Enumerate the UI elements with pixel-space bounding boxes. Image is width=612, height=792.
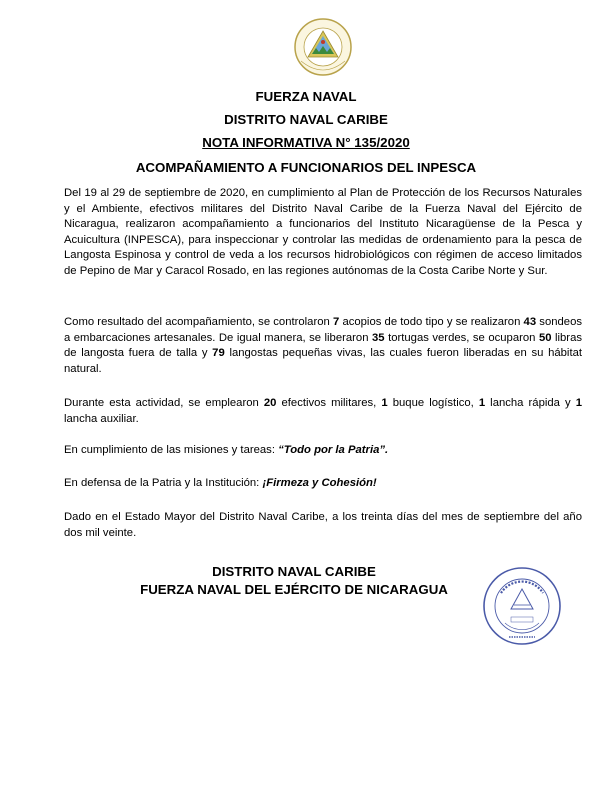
count-libras: 50 (538, 331, 552, 344)
count-lancha-rapida: 1 (478, 397, 486, 409)
coat-of-arms-emblem (293, 17, 353, 83)
count-langostas: 79 (212, 347, 225, 359)
paragraph-defense: En defensa de la Patria y la Institución: ¡Firmeza y Cohesión! (64, 477, 377, 489)
header-distrito: DISTRITO NAVAL CARIBE (224, 112, 388, 127)
count-lancha-auxiliar: 1 (575, 397, 582, 409)
paragraph-closing: Dado en el Estado Mayor del Distrito Naval Caribe, a los treinta días del mes de septiembre del año dos mil veinte. (64, 511, 582, 539)
signature-distrito: DISTRITO NAVAL CARIBE (212, 564, 376, 579)
motto-firmeza: ¡Firmeza y Cohesión! (262, 477, 377, 489)
count-buque: 1 (381, 397, 388, 409)
paragraph-results: Como resultado del acompañamiento, se controlaron 7 acopios de todo tipo y se realizaron 43 sondeos a embarcaciones artesanales. De igual manera, se liberaron 35 tortugas verdes, se ocuparon 50 libras de langosta fuera de talla y 79 langostas pequeñas vivas, las cuales fueron liberadas en su hábitat natural. (64, 316, 583, 375)
count-acopios: 7 (332, 316, 340, 328)
official-stamp (481, 565, 563, 647)
count-tortugas: 35 (372, 331, 385, 344)
document-title: ACOMPAÑAMIENTO A FUNCIONARIOS DEL INPESCA (135, 160, 477, 175)
header-nota-informativa: NOTA INFORMATIVA N° 135/2020 (202, 135, 410, 150)
motto-patria: “Todo por la Patria”. (278, 444, 389, 456)
count-sondeos: 43 (523, 316, 537, 328)
count-efectivos: 20 (263, 397, 277, 409)
header-fuerza-naval: FUERZA NAVAL (255, 89, 357, 104)
signature-fuerza-naval: FUERZA NAVAL DEL EJÉRCITO DE NICARAGUA (140, 582, 448, 597)
paragraph-resources: Durante esta actividad, se emplearon 20 efectivos militares, 1 buque logístico, 1 lancha rápida y 1 lancha auxiliar. (64, 397, 582, 425)
paragraph-mission: En cumplimiento de las misiones y tareas: “Todo por la Patria”. (64, 444, 389, 456)
paragraph-intro: Del 19 al 29 de septiembre de 2020, en cumplimiento al Plan de Protección de los Recursos Naturales y el Ambiente, efectivos militares del Distrito Naval Caribe de la Fuerza Naval del Ejército de Nicaragua, realizaron acompañamiento a funcionarios del Instituto Nicaragüense de la Pesca y Acuicultura (INPESCA), para inspeccionar y controlar las medidas de ordenamiento para la pesca de Langosta Espinosa y control de veda a los recursos hidrobiológicos con régimen de acceso limitados de Pepino de Mar y Caracol Rosado, en las regiones autónomas de la Costa Caribe Norte y Sur. (64, 187, 582, 277)
